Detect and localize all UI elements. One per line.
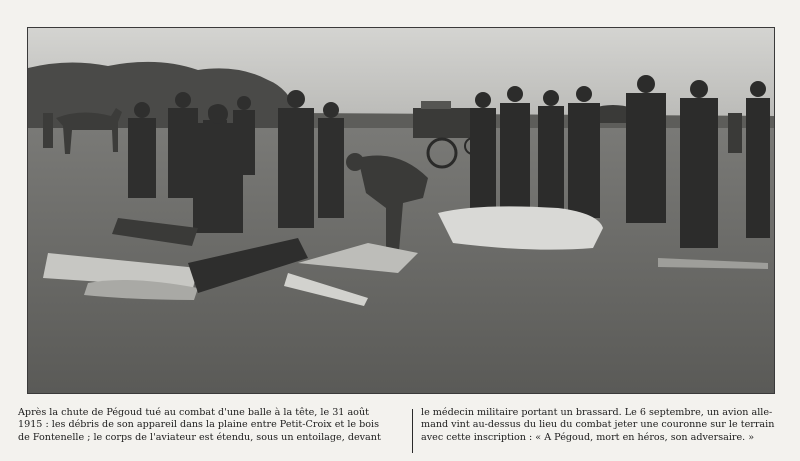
- covering-fabric: [438, 206, 603, 249]
- caption-line: mand vint au-dessus du lieu du combat jeter une couronne sur le terrain: [421, 419, 775, 431]
- caption-line: le médecin militaire portant un brassard. Le 6 septembre, un avion alle-: [421, 407, 773, 418]
- caption-column-left: [18, 407, 412, 457]
- caption-line: avec cette inscription : « A Pégoud, mort en héros, son adversaire. »: [421, 431, 755, 443]
- caption-line: Après la chute de Pégoud tué au combat d'une balle à la tête, le 31 août: [18, 407, 369, 418]
- photo-illustration: [28, 28, 774, 393]
- caption-column-right: [413, 407, 782, 457]
- photograph: [27, 27, 775, 394]
- photo-caption: [18, 407, 782, 457]
- caption-line: 1915 : les débris de son appareil dans la plaine entre Petit-Croix et le bois: [18, 419, 380, 431]
- caption-line: de Fontenelle ; le corps de l'aviateur est étendu, sous un entoilage, devant: [18, 431, 381, 443]
